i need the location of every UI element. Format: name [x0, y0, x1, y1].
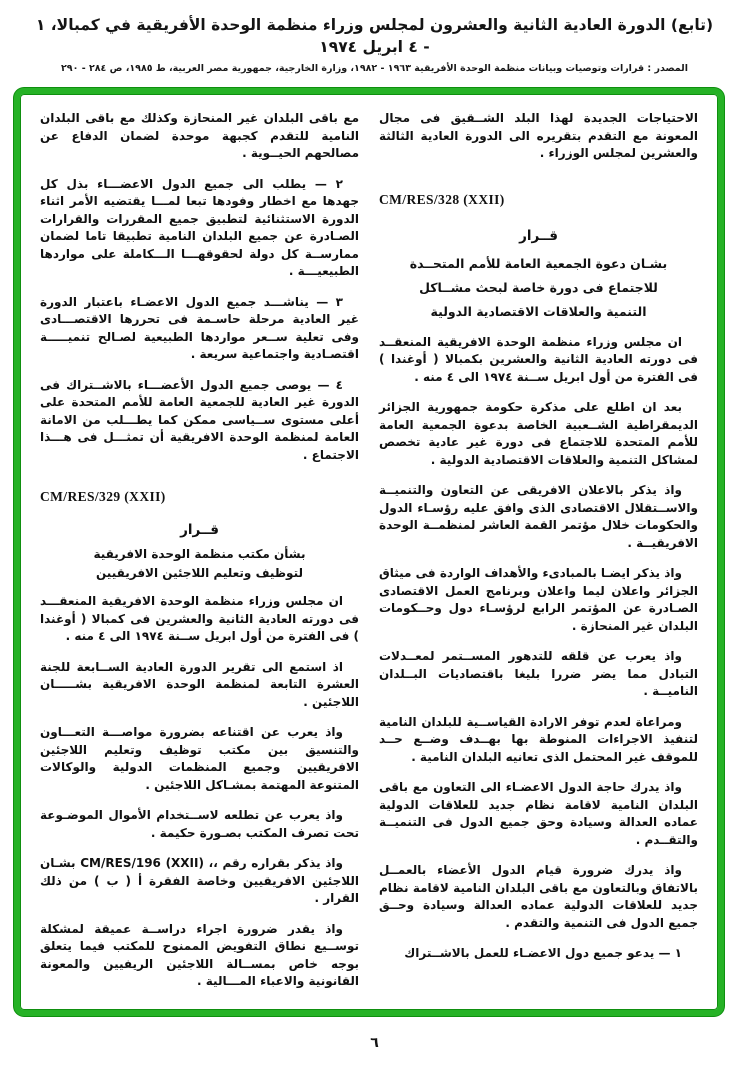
subtitle-line: للاجتماع فى دورة خاصة لبحث مشــاكل — [419, 279, 658, 295]
subtitle-line: التنمية والعلاقات الاقتصادية الدولية — [430, 303, 647, 319]
page-number: ٦ — [370, 1035, 379, 1051]
resolution-subtitle — [379, 252, 698, 324]
resolution-title: قــرار — [180, 521, 219, 538]
numbered-operative-paragraph: ٣ — يناشـــد جميع الدول الاعضـاء باعتبار الدورة غير العادية مرحلة حاسـمة فى تحررها الاقتصـــادى وفى تعلية ســعر مواردها الطبيعية لصـالح تنميـــــة اقتصـادية واجتماعية سريعة . — [40, 294, 359, 361]
session-title: (تابع) الدورة العادية الثانية والعشرون لمجلس وزراء منظمة الوحدة الأفريقية في كمبالا، ١ - ٤ ابريل ١٩٧٤ — [35, 16, 714, 56]
body-paragraph: واذ يقدر ضرورة اجراء دراســة عميقة لمشكلة توســيع نطاق التفويض الممنوح للمكتب فيما يتعلق بوجه خاص بمســالة اللاجئين الريفيين والمعونة القانونية والاعباء المـــالية . — [40, 921, 359, 988]
subtitle-line: بشأن مكتب منظمة الوحدة الافريقية — [93, 547, 306, 561]
subtitle-line: لتوظيف وتعليم اللاجئين الافريقيين — [96, 566, 303, 580]
body-paragraph: بعد ان اطلع على مذكرة حكومة جمهورية الجزائر الديمقراطية الشــعبية الخاصة بدعوة الجمعية العامة للأمم المتحدة للاجتماع فى دورة غير عادية تخصص لمشاكل التنمية والعلاقات الاقتصادية الدولية . — [379, 400, 698, 467]
column-left — [40, 110, 359, 1000]
resolution-code-329: CM/RES/329 (XXII) — [40, 489, 166, 504]
numbered-operative-paragraph: ١ — يدعو جميع دول الاعضـاء للعمل بالاشــتراك — [404, 946, 682, 960]
column-right — [379, 110, 698, 1000]
page-header — [0, 14, 749, 74]
body-paragraph: ان مجلس وزراء منظمة الوحدة الافريقية المنعقـــد فى دورته العادية الثانية والعشرين فى كمبالا ( أوغندا ) فى الفترة من أول ابريل ســنة ١٩٧٤ الى ٤ منه . — [40, 594, 359, 643]
resolution-subtitle — [40, 545, 359, 583]
green-border-frame — [14, 88, 724, 1016]
body-paragraph: واذ يذكر ايضـا بالمبادىء والأهداف الواردة فى ميثاق الجزائر واعلان ليما واعلان وبرنامج العمل الاقتصادى الصـادرة عن المؤتمر الرابع لرؤسـاء دول وحــكومات البلدان غير المنحازة . — [379, 566, 698, 633]
body-paragraph: واذ يدرك ضرورة قيام الدول الأعضاء بالعمــل بالاتفاق وبالتعاون مع باقى البلدان النامية لاقامة نظام جديد للعلاقات الدولية عماده العدالة وسيادة وحــق جميع الدول فى التنمية والتقدم . — [379, 863, 698, 930]
body-paragraph: واذ يدرك حاجة الدول الاعضـاء الى التعاون مع باقى البلدان النامية لاقامة نظام جديد للعلاقات الدولية عماده العدالة وسيادة وحق جميع الدول فى التنميــة والتقــدم . — [379, 780, 698, 847]
body-paragraph: واذ يذكر بالاعلان الافريقى عن التعاون والتنميــة والاســتقلال الاقتصادى الذى وافق عليه رؤسـاء الدول والحكومات خلال مؤتمر القمة العاشر لمنظمــة الوحدة الافريقيــة . — [379, 483, 698, 550]
body-paragraph: واذ يذكر بقراره رقم ،، CM/RES/196 (XXII) بشـان اللاجئين الافريقيين وخاصة الفقرة أ ( ب ) من ذلك القرار . — [40, 856, 359, 905]
source-citation: المصدر : قرارات وتوصيات وبيانات منظمة الوحدة الأفريقية ١٩٦٣ - ١٩٨٢، وزارة الخارجية، جمهورية مصر العربية، ط ١٩٨٥، ص ٢٨٤ - ٢٩٠ — [60, 63, 688, 74]
body-paragraph: اذ استمع الى تقرير الدورة العادية الســابعة للجنة العشرة التابعة لمنظمة الوحدة الافريقية بشـــــان اللاجئين . — [40, 659, 359, 709]
resolution-title: قــرار — [519, 228, 558, 244]
body-paragraph: ان مجلس وزراء منظمة الوحدة الافريقية المنعقــد فى دورته العادية الثانية والعشرين بكمبالا ( أوغندا ) فى الفترة من أول ابريل ســنة ١٩٧٤ الى ٤ منه . — [379, 334, 698, 384]
numbered-operative-paragraph: ٤ — يوصى جميع الدول الأعضـــاء بالاشــتراك فى الدورة غير العادية للجمعية العامة للأمم المتحدة على أعلى مستوى ســياسى ممكن كما يطـــلب من الامانة العامة لمنظمة الوحدة الافريقية أن تمثـــل فى هـــذا الاجتماع . — [40, 377, 359, 462]
body-paragraph: ومراعاة لعدم توفر الارادة القياســية للبلدان النامية لتنفيذ الاجراءات المنوطة بها بهــدف وضــع حــد للموقف غير المحتمل الذى تعانيه البلدان النامية . — [379, 714, 698, 764]
continuation-paragraph: مع باقى البلدان غير المنحازة وكذلك مع باقى البلدان النامية للتقدم كجبهة موحدة لضمان الدفاع عن مصالحهم الحيــوية . — [40, 111, 359, 160]
resolution-code-328: CM/RES/328 (XXII) — [379, 191, 505, 207]
numbered-operative-paragraph: ٢ — يطلب الى جميع الدول الاعضـــاء بذل كل جهدها مع اخطار وفودها تبعا لمـــا يقتضيه الأمر اثناء الدورة الاستثنائية لتطبيق جميع المقررات والقرارات الصـادرة عن جميع البلدان النامية تطبيقا تاما لضمان ممارســة كل دولة لحقوقهـــا الـــكاملة على مواردها الطبيعيـــة . — [40, 176, 359, 278]
body-paragraph: واذ يعرب عن اقتناعه بضرورة مواصـــة التعـــاون والتنسيق بين مكتب توظيف وتعليم اللاجئين الافريقيين وجميع المنظمات الدولية والوكالات المتنوعة المهتمة بمشـاكل اللاجئين . — [40, 725, 359, 792]
body-paragraph: واذ يعرب عن تطلعه لاســتخدام الأموال الموضـوعة تحت تصرف المكتب بصـورة حكيمة . — [40, 808, 359, 840]
two-column-layout — [40, 110, 698, 1000]
continuation-paragraph: الاحتياجات الجديدة لهذا البلد الشــقيق فى مجال المعونة مع التقدم بتقريره الى الدورة العادية الثالثة والعشرين لمجلس الوزراء . — [379, 111, 698, 160]
body-paragraph: واذ يعرب عن قلقه للتدهور المســتمر لمعــدلات التبادل مما يضر ضررا بليغا باقتصاديات البــلدان الناميــة . — [379, 649, 698, 698]
subtitle-line: بشـان دعوة الجمعية العامة للأمم المتحــدة — [409, 255, 668, 271]
